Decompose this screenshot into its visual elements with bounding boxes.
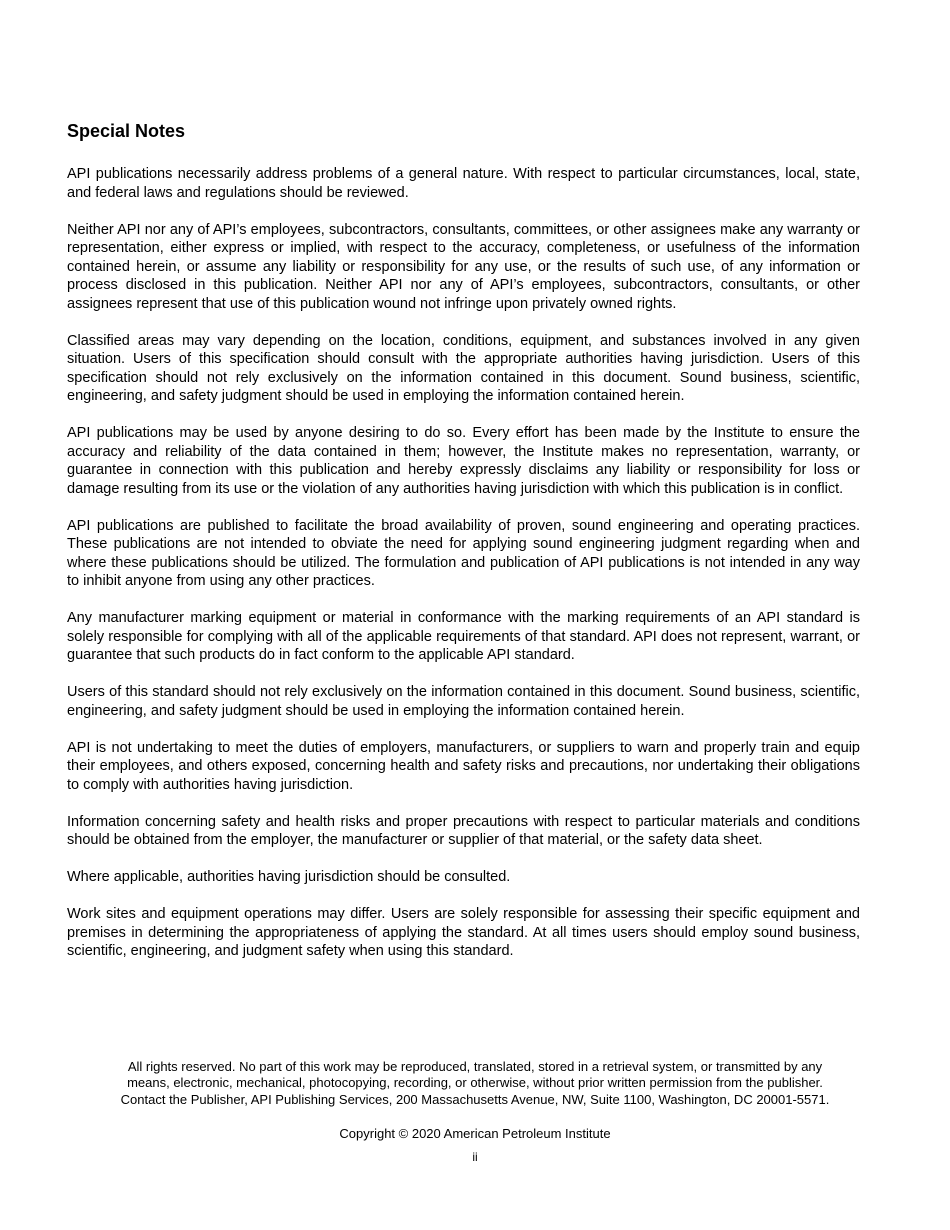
rights-line: Contact the Publisher, API Publishing Services, 200 Massachusetts Avenue, NW, Suite 1100, Washington, DC 20001-5571.	[120, 1091, 830, 1107]
rights-line: means, electronic, mechanical, photocopying, recording, or otherwise, without prior written permission from the publisher.	[127, 1075, 823, 1091]
rights-line: All rights reserved. No part of this work may be reproduced, translated, stored in a retrieval system, or transmitted by any	[127, 1059, 823, 1074]
paragraph: API publications necessarily address problems of a general nature. With respect to particular circumstances, local, state, and federal laws and regulations should be reviewed.	[67, 166, 860, 201]
paragraph: Users of this standard should not rely exclusively on the information contained in this document. Sound business, scientific, engineering, and safety judgment should be used in employing the information contained herein.	[67, 684, 860, 719]
special-notes-body	[67, 165, 860, 979]
paragraph: Where applicable, authorities having jurisdiction should be consulted.	[67, 869, 511, 885]
paragraph: API is not undertaking to meet the duties of employers, manufacturers, or suppliers to warn and properly train and equip their employees, and others exposed, concerning health and safety risks and precautions, nor undertaking their obligations to comply with authorities having jurisdiction.	[67, 739, 860, 793]
page-footer	[0, 1059, 950, 1164]
paragraph: Neither API nor any of API’s employees, subcontractors, consultants, committees, or other assignees make any warranty or representation, either express or implied, with respect to the accuracy, completeness, or usefulness of the information contained herein, or assume any liability or responsibility for any use, or the results of such use, of any information or process disclosed in this publication. Neither API nor any of API’s employees, subcontractors, consultants, or other assignees represent that use of this publication wound not infringe upon privately owned rights.	[67, 221, 860, 312]
copyright-notice: Copyright © 2020 American Petroleum Institute	[339, 1125, 611, 1141]
paragraph: Work sites and equipment operations may differ. Users are solely responsible for assessing their specific equipment and premises in determining the appropriateness of applying the standard. At all times users should employ sound business, scientific, engineering, and judgment safety when using this standard.	[67, 906, 860, 959]
rights-notice	[75, 1059, 875, 1108]
paragraph: API publications may be used by anyone desiring to do so. Every effort has been made by the Institute to ensure the accuracy and reliability of the data contained in them; however, the Institute makes no representation, warranty, or guarantee in connection with this publication and hereby expressly disclaims any liability or responsibility for loss or damage resulting from its use or the violation of any authorities having jurisdiction with which this publication is in conflict.	[67, 425, 860, 497]
paragraph: Any manufacturer marking equipment or material in conformance with the marking requirements of an API standard is solely responsible for complying with all of the applicable requirements of that standard. API does not represent, warrant, or guarantee that such products do in fact conform to the applicable API standard.	[67, 610, 860, 663]
paragraph: API publications are published to facilitate the broad availability of proven, sound engineering and operating practices. These publications are not intended to obviate the need for applying sound engineering judgment regarding when and where these publications should be utilized. The formulation and publication of API publications is not intended in any way to inhibit anyone from using any other practices.	[67, 517, 860, 589]
paragraph: Information concerning safety and health risks and proper precautions with respect to particular materials and conditions should be obtained from the employer, the manufacturer or supplier of that material, or the safety data sheet.	[67, 813, 860, 848]
paragraph: Classified areas may vary depending on the location, conditions, equipment, and substances involved in any given situation. Users of this specification should consult with the appropriate authorities having jurisdiction. Users of this specification should not rely exclusively on the information contained in this document. Sound business, scientific, engineering, and safety judgment should be used in employing the information contained herein.	[67, 332, 860, 404]
page-number: ii	[472, 1149, 478, 1164]
page-title: Special Notes	[67, 121, 186, 141]
